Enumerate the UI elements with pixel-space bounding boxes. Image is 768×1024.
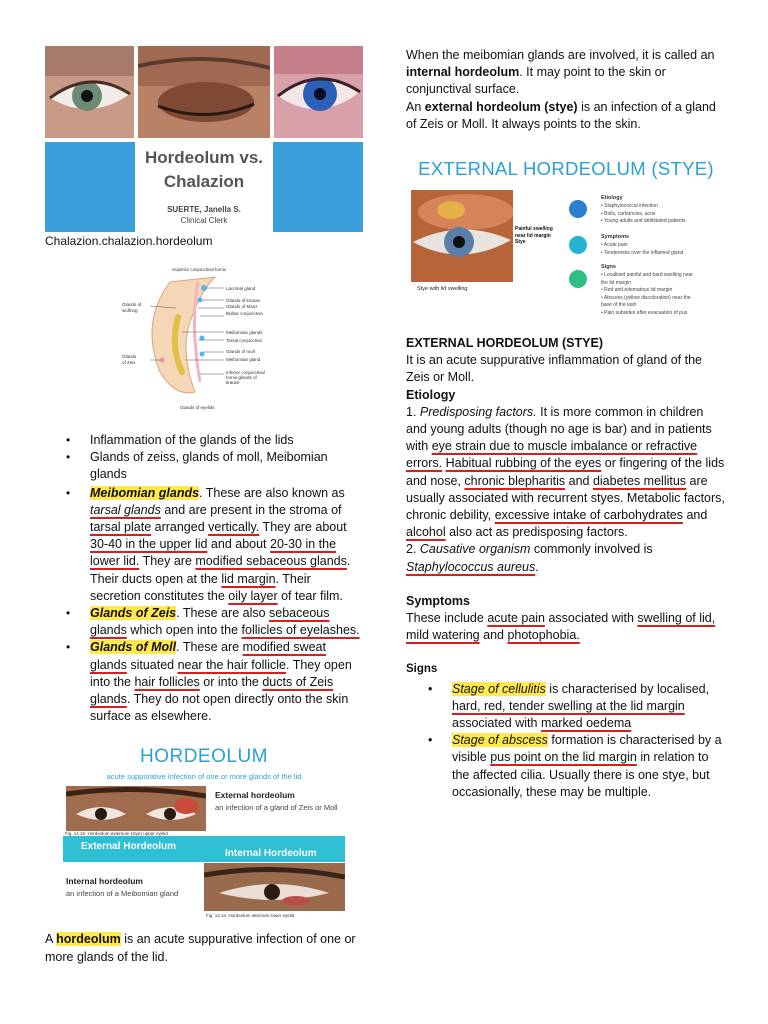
label-tarsal: Tarsal conjunctiva — [226, 338, 262, 343]
signs-heading-text: Signs — [406, 663, 438, 676]
label-inferior2: fornix-glands of — [226, 375, 257, 380]
signs-heading: Signs — [601, 264, 616, 270]
eye-photo-closed — [138, 46, 270, 138]
stye-definition: It is an acute suppurative inflammation of gland of the Zeis or Moll. — [406, 353, 703, 385]
label-bottom: Glands of eyelids — [180, 405, 215, 410]
fig-caption-2: Fig. 14.14. Hordeolum internum lower eyelid. — [206, 913, 296, 918]
symptoms-heading: Symptoms — [601, 234, 630, 240]
label-wolfring: Glands of — [122, 302, 142, 307]
intro-paragraph: When the meibomian glands are involved, it is called an internal hordeolum. It may point to the skin or conjunctival surface. An external hordeolum (stye) is an infection of a gland of Zeis or Moll. It always points to the skin. — [406, 48, 716, 131]
list-item: • Stage of abscess formation is characterised by a visible pus point on the lid margin in relation to the affected cilia. Usually there is one stye, but occasionally, these may be multiple. — [406, 732, 726, 801]
list-item: • Stage of cellulitis is characterised by localised, hard, red, tender swelling at the lid margin associated with marked oedema — [406, 681, 726, 733]
label-zeis2: of Zeis — [122, 360, 136, 365]
label-inferior3: krause — [226, 380, 240, 385]
label-superior: Superior conjunctival fornix — [172, 267, 227, 272]
label-wolfring2: wolfring — [122, 308, 138, 313]
label-lacrimal: Lacrimal gland — [226, 286, 256, 291]
caption-line: Chalazion.chalazion.hordeolum — [45, 234, 213, 248]
label-meibomian2: Meibomian gland — [226, 357, 261, 362]
signs-list — [406, 681, 726, 801]
label-moll: Glands of moll — [226, 349, 255, 354]
stye-body — [406, 335, 726, 801]
hordeolum-infographic — [63, 746, 345, 918]
accent-block-right — [273, 142, 363, 232]
symptoms-heading-text: Symptoms — [406, 593, 470, 608]
label-bulbar: Bulbar conjunctiva — [226, 311, 263, 316]
band-label-internal: Internal Hordeolum — [225, 848, 317, 859]
eye-photo-green — [45, 46, 134, 138]
symptoms-items: • Acute pain • Tenderness over the inflamed gland — [601, 242, 684, 256]
signs-items: • Localised painful and hard swelling near the lid margin • Red and edematous lid margin • Abscess (yellow discoloration) near the base of the lash • Pain subsides after evacuation of pus — [601, 272, 694, 316]
signs-icon — [569, 270, 587, 288]
label-krause: Glands of krause — [226, 298, 261, 303]
etiology-icon — [569, 200, 587, 218]
eye-photo-blue — [274, 46, 363, 138]
accent-block-left — [45, 142, 135, 232]
etiology-items: • Staphylococcal infection • Boils, carbuncles, acne • Young adults and debilitated patients — [601, 203, 686, 224]
card-author: SUERTE, Janella S. Clinical Clerk — [167, 205, 241, 225]
list-item-moll: • Glands of Moll. These are modified sweat glands situated near the hair follicle. They open into the hair follicles or into the ducts of Zeis glands. They do not open directly onto the skin surface as elsewhere. — [64, 639, 364, 725]
internal-desc: an infection of a Meibomian gland — [66, 889, 179, 898]
etiology-point-1: 1. Predisposing factors. It is more common in children and young adults (though no age is bar) and in patients with eye strain due to muscle imbalance or refractive errors. Habitual rubbing of the eyes or fingering of the lids and nose, chronic blepharitis and diabetes mellitus are usually associated with recurrent styes. Metabolic factors, chronic debility, excessive intake of carbohydrates and alcohol also act as predisposing factors. — [406, 404, 725, 540]
external-desc: an infection of a gland of Zeis or Moll — [215, 803, 338, 812]
list-item: • Inflammation of the glands of the lids — [64, 432, 364, 449]
symptoms-text: These include acute pain associated with swelling of lid, mild watering and photophobia. — [406, 611, 716, 643]
list-item-zeis: • Glands of Zeis. These are also sebaceous glands which open into the follicles of eyelashes. — [64, 605, 364, 639]
title-card — [45, 46, 363, 232]
eyelid-anatomy-diagram — [120, 262, 290, 412]
stye-heading: EXTERNAL HORDEOLUM (STYE) — [418, 158, 714, 179]
internal-photo — [204, 863, 345, 911]
list-item-meibomian: • Meibomian glands. These are also known as tarsal glands and are present in the stroma of tarsal plate arranged vertically. They are about 30-40 in the upper lid and about 20-30 in the lower lid. They are modified sebaceous glands. Their ducts open at the lid margin. Their secretion constitutes the oily layer of tear film. — [64, 485, 364, 605]
hordeolum-definition: A hordeolum is an acute suppurative infection of one or more glands of the lid. — [45, 932, 356, 964]
etiology-heading-text: Etiology — [406, 387, 456, 402]
hordeolum-title: HORDEOLUM — [139, 746, 268, 767]
list-item: • Glands of zeiss, glands of moll, Meibomian glands — [64, 449, 364, 483]
stye-photo-labels: Painful swelling near lid margin Stye — [515, 226, 553, 245]
label-manz: Glands of Manz — [226, 304, 258, 309]
stye-body-heading: EXTERNAL HORDEOLUM (STYE) — [406, 336, 603, 350]
stye-photo-caption: Stye with lid swelling — [417, 286, 468, 292]
gland-list — [64, 432, 364, 725]
external-title: External hordeolum — [215, 790, 295, 800]
stye-figure — [411, 190, 751, 320]
label-inferior: Inferior conjunctival — [226, 370, 265, 375]
label-zeis: Glands — [122, 354, 137, 359]
fig-caption-1: Fig. 14.15. Hordeolum externum (stye) upper eyelid. — [65, 831, 170, 836]
band-label-external: External Hordeolum — [81, 841, 177, 852]
symptoms-icon — [569, 236, 587, 254]
etiology-point-2: 2. Causative organism commonly involved is Staphylococcus aureus. — [406, 542, 653, 574]
external-photo — [66, 786, 206, 831]
hordeolum-subtitle: acute suppurative infection of one or more glands of the lid — [106, 772, 302, 781]
etiology-heading: Etiology — [601, 195, 623, 201]
card-title: Hordeolum vs. Chalazion — [144, 148, 264, 191]
stye-photo — [411, 190, 513, 282]
label-meibomian: Meibomian glands — [226, 330, 263, 335]
internal-title: Internal hordeolum — [66, 876, 143, 886]
